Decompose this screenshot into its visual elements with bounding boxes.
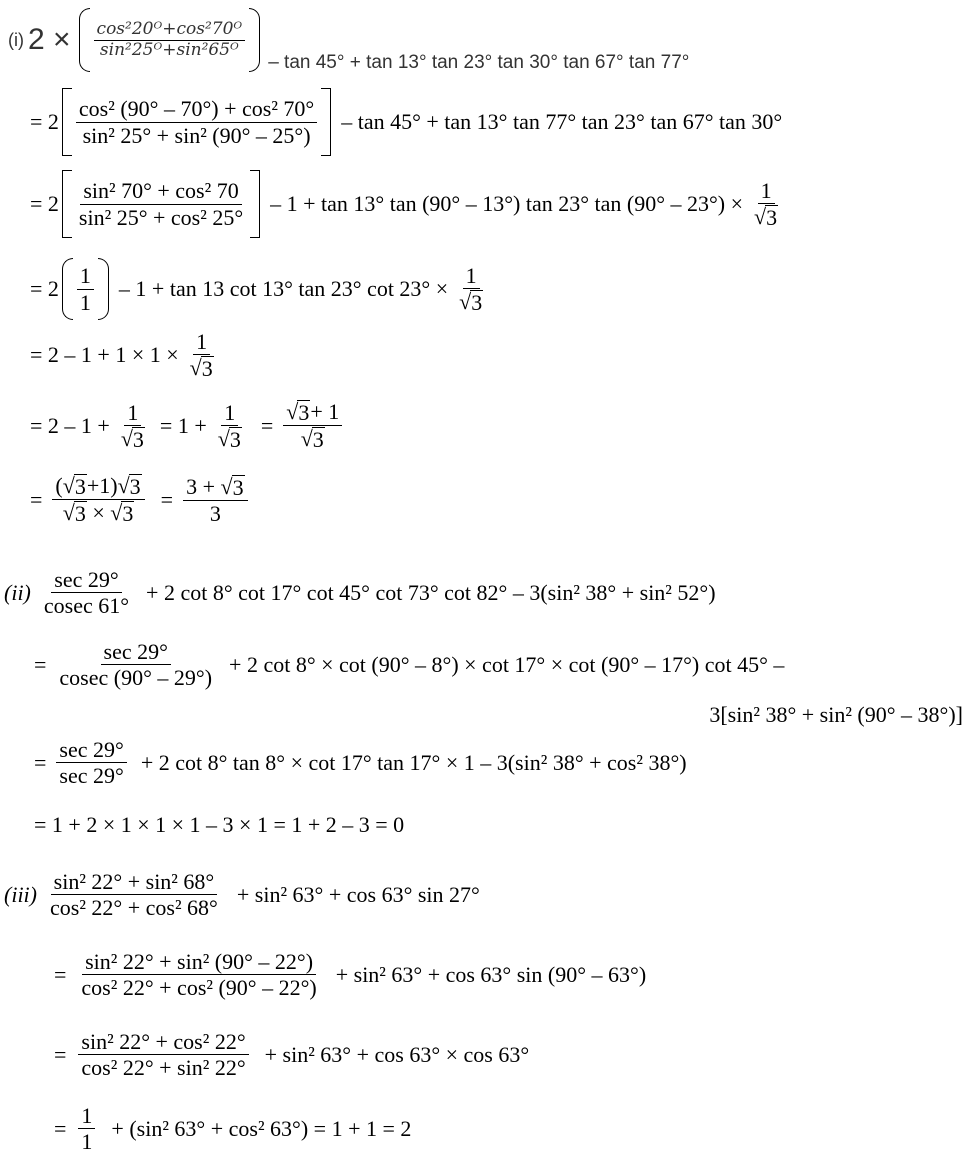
fraction-denominator: cosec (90° – 29°) <box>59 665 213 691</box>
fraction-denominator: cosec 61° <box>43 593 130 619</box>
equals-prefix: = <box>54 1041 67 1067</box>
fraction-denominator: cos² 22° + sin² 22° <box>81 1055 246 1081</box>
fraction <box>751 179 781 229</box>
part-iii-line-2 <box>54 1030 529 1079</box>
right-paren <box>98 258 109 320</box>
fraction-denominator: √ 3 × √ 3 <box>62 500 134 527</box>
expression-rest: + sin² 63° + cos 63° × cos 63° <box>264 1041 530 1067</box>
fraction-numerator: sin² 22° + sin² 68° <box>51 870 218 895</box>
radicand: 3 <box>471 290 483 315</box>
part-i-expression-rest: – tan 45° + tan 13° tan 23° tan 30° tan 67° tan 77° <box>268 52 690 73</box>
part-i-line-5 <box>30 400 346 451</box>
part-i-coefficient: 2 × <box>28 23 71 56</box>
expression-rest: + sin² 63° + cos 63° sin (90° – 63°) <box>335 961 647 987</box>
left-paren <box>79 8 90 72</box>
expression-rest: + sin² 63° + cos 63° sin 27° <box>236 881 480 907</box>
fraction-numerator: sec 29° <box>101 640 171 665</box>
fraction-numerator: 1 <box>758 179 775 204</box>
fraction <box>76 179 246 228</box>
fraction-numerator: 1 <box>463 264 480 289</box>
fraction-denominator: cos² 22° + cos² 68° <box>50 895 218 921</box>
part-iii-line-0 <box>4 870 480 919</box>
left-paren <box>62 258 73 320</box>
fraction-denominator: 1 <box>81 1129 93 1155</box>
expression: = 1 + <box>159 412 207 438</box>
fraction-denominator: √ 3 <box>120 425 144 452</box>
part-ii-line-2 <box>34 738 687 787</box>
equals-prefix: = <box>54 1115 67 1141</box>
fraction <box>78 1104 95 1153</box>
fraction <box>78 950 319 999</box>
fraction-numerator: ( √ 3 +1) √ 3 <box>52 474 144 500</box>
fraction-numerator: 1 <box>78 1104 95 1129</box>
radicand: 3 <box>74 474 86 499</box>
part-i-line-1 <box>30 88 782 156</box>
fraction-denominator: √ 3 <box>300 426 324 453</box>
radicand: 3 <box>74 501 86 527</box>
part-ii-line-3 <box>34 812 404 838</box>
equals-prefix: = <box>30 486 43 512</box>
fraction <box>52 474 144 525</box>
part-i-line-4 <box>30 330 221 380</box>
right-bracket <box>250 170 260 238</box>
numerator-rest: + 1 <box>310 399 340 424</box>
fraction-numerator: 3 + √ 3 <box>183 475 248 501</box>
part-i-fraction <box>94 18 246 60</box>
fraction-denominator: sin² 25° + sin² (90° – 25°) <box>82 122 311 148</box>
expression-rest: – tan 45° + tan 13° tan 77° tan 23° tan 67° tan 30° <box>341 109 783 134</box>
fraction-numerator: sin² 70° + cos² 70 <box>80 179 241 204</box>
fraction <box>187 330 217 380</box>
equals-prefix: = 2 <box>30 276 59 301</box>
part-i-line-6 <box>30 474 252 525</box>
open-paren: ( <box>55 473 63 498</box>
expression: = 2 – 1 + <box>30 412 110 438</box>
fraction <box>76 97 317 146</box>
radicand: 3 <box>122 501 134 527</box>
expression-rest: + (sin² 63° + cos² 63°) = 1 + 1 = 2 <box>111 1115 412 1141</box>
fraction <box>56 640 215 689</box>
equals-prefix: = <box>54 961 67 987</box>
fraction-numerator: 1 <box>221 401 238 426</box>
expression: = 1 + 2 × 1 × 1 × 1 – 3 × 1 = 1 + 2 – 3 = 0 <box>34 812 405 837</box>
fraction <box>47 870 221 919</box>
fraction-numerator: √ 3 + 1 <box>283 400 342 426</box>
numerator-text: +1) <box>86 473 118 498</box>
expression: = 2 – 1 + 1 × 1 × <box>30 342 179 368</box>
times-sign: × <box>92 500 105 526</box>
fraction-denominator: √ 3 <box>217 425 241 452</box>
fraction-numerator: 1 <box>77 264 94 289</box>
fraction-numerator: cos² (90° – 70°) + cos² 70° <box>76 97 317 122</box>
part-ii-label: (ii) <box>4 579 31 605</box>
radicand: 3 <box>766 205 778 230</box>
part-iii-line-1 <box>54 950 646 999</box>
left-bracket <box>62 170 72 238</box>
fraction-denominator: sin² 25° + cos² 25° <box>78 204 244 230</box>
part-i-line-0 <box>8 6 689 74</box>
equals-prefix: = <box>34 749 47 775</box>
radicand: 3 <box>232 474 244 500</box>
fraction <box>56 738 126 787</box>
fraction-numerator: sec 29° <box>56 738 126 763</box>
fraction-denominator: √ 3 <box>189 355 213 382</box>
fraction <box>183 475 248 525</box>
fraction-denominator: 3 <box>209 500 221 526</box>
radicand: 3 <box>132 426 144 452</box>
radicand: 3 <box>312 427 324 453</box>
expression-rest: – 1 + tan 13° tan (90° – 13°) tan 23° tan (90° – 23°) × <box>270 191 744 216</box>
numerator-text: 3 + <box>186 473 215 499</box>
part-i-label: (i) <box>8 29 24 50</box>
fraction-denominator: sec 29° <box>59 763 124 789</box>
expression-rest: – 1 + tan 13 cot 13° tan 23° cot 23° × <box>118 276 449 301</box>
equals-sign: = <box>160 486 174 512</box>
part-iii-line-3 <box>54 1104 411 1153</box>
part-i-line-2 <box>30 170 785 238</box>
fraction-numerator: 1 <box>124 401 141 426</box>
equals-prefix: = 2 <box>30 109 59 134</box>
fraction <box>456 264 486 314</box>
fraction-numerator: 1 <box>193 330 210 355</box>
fraction <box>118 401 148 451</box>
right-bracket <box>321 88 331 156</box>
part-ii-line-0 <box>4 568 716 617</box>
expression-rest: + 2 cot 8° cot 17° cot 45° cot 73° cot 82° – 3(sin² 38° + sin² 52°) <box>146 579 716 605</box>
part-ii-line-1-continuation <box>709 702 963 728</box>
expression-rest: + 2 cot 8° tan 8° × cot 17° tan 17° × 1 – 3(sin² 38° + cos² 38°) <box>140 749 687 775</box>
part-i-line-3 <box>30 258 490 320</box>
fraction <box>41 568 132 617</box>
fraction <box>77 264 94 313</box>
equals-prefix: = 2 <box>30 191 59 216</box>
radicand: 3 <box>229 426 241 452</box>
fraction-denominator: 1 <box>79 289 91 315</box>
fraction-denominator: √ 3 <box>754 204 778 230</box>
part-ii-line-1 <box>34 640 784 689</box>
fraction-numerator: sec 29° <box>51 568 121 593</box>
left-bracket <box>62 88 72 156</box>
fraction-denominator: sin²25ᴼ+sin²65ᴼ <box>99 39 239 60</box>
radicand: 3 <box>129 474 141 499</box>
fraction-numerator: sin² 22° + sin² (90° – 22°) <box>82 950 316 975</box>
right-paren <box>249 8 260 72</box>
equals-prefix: = <box>34 651 47 677</box>
fraction-denominator: √ 3 <box>459 289 483 315</box>
fraction-numerator: sin² 22° + cos² 22° <box>78 1030 248 1055</box>
radicand: 3 <box>298 400 310 425</box>
fraction-numerator: cos²20ᴼ+cos²70ᴼ <box>94 21 246 41</box>
fraction <box>283 400 342 451</box>
expression-continuation: 3[sin² 38° + sin² (90° – 38°)] <box>709 702 963 727</box>
radicand: 3 <box>201 356 213 382</box>
equals-sign: = <box>260 412 274 438</box>
expression-rest: + 2 cot 8° × cot (90° – 8°) × cot 17° × cot (90° – 17°) cot 45° – <box>229 651 785 677</box>
fraction <box>215 401 245 451</box>
part-iii-label: (iii) <box>4 881 37 907</box>
fraction <box>78 1030 248 1079</box>
fraction-denominator: cos² 22° + cos² (90° – 22°) <box>81 975 317 1001</box>
